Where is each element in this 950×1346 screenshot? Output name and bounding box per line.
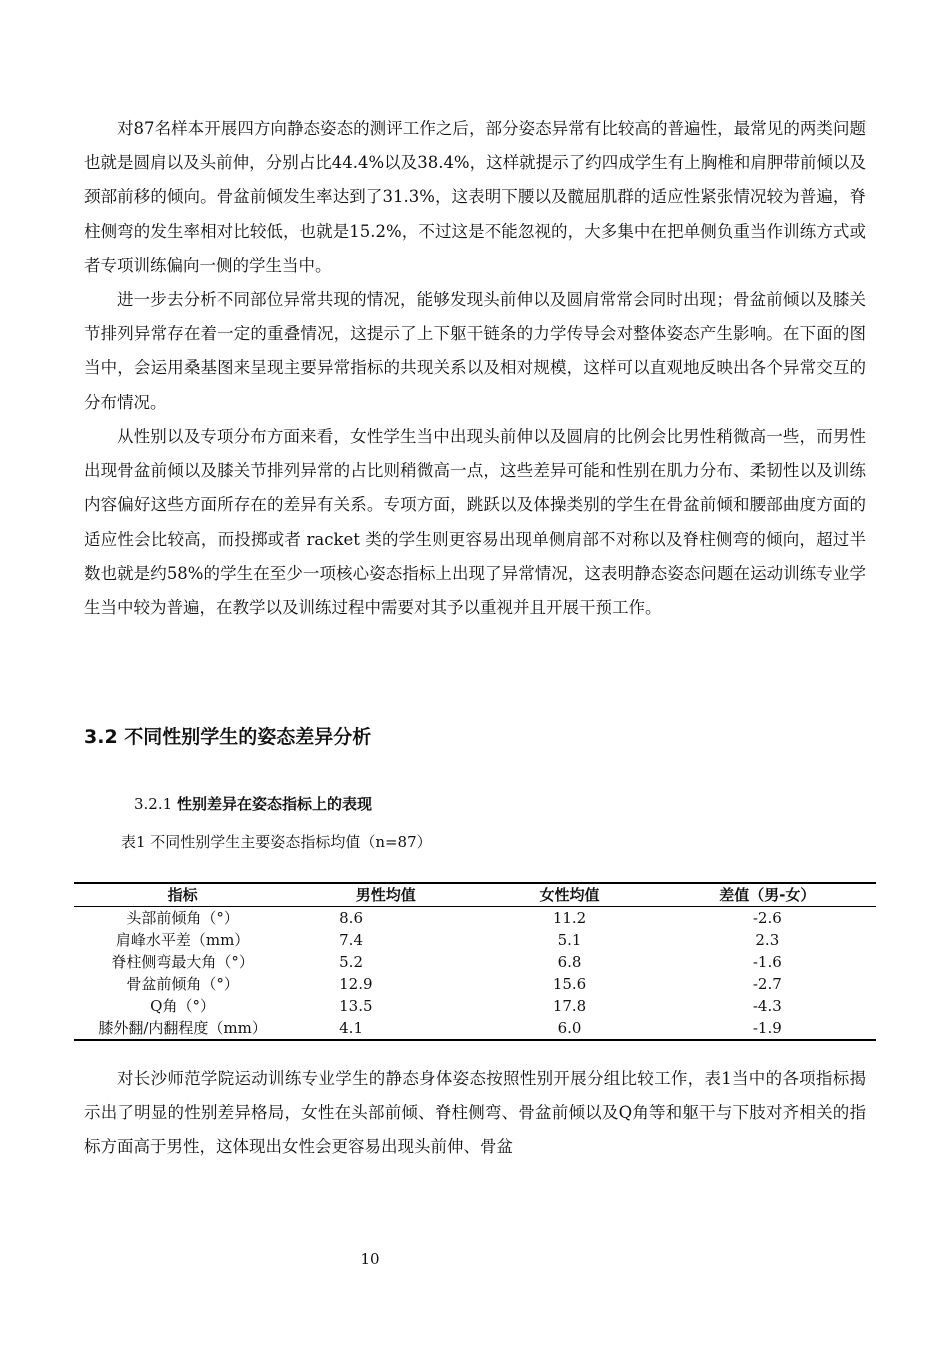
subsection-heading-3-2-1 <box>134 793 372 814</box>
cell-female: 6.8 <box>557 953 582 971</box>
body-paragraph-1: 对87名样本开展四方向静态姿态的测评工作之后，部分姿态异常有比较高的普遍性，最常见的两类问题也就是圆肩以及头前伸，分别占比44.4%以及38.4%，这样就提示了约四成学生有上胸椎和肩胛带前倾以及颈部前移的倾向。骨盆前倾发生率达到了31.3%，这表明下腰以及髋屈肌群的适应性紧张情况较为普遍，脊柱侧弯的发生率相对比较低，也就是15.2%，不过这是不能忽视的，大多集中在把单侧负重当作训练方式或者专项训练偏向一侧的学生当中。 <box>84 119 866 275</box>
subsection-title: 性别差异在姿态指标上的表现 <box>176 795 372 813</box>
table-row <box>74 951 876 973</box>
cell-male: 5.2 <box>339 953 363 971</box>
cell-male: 13.5 <box>339 997 373 1015</box>
subsection-number: 3.2.1 <box>134 795 173 813</box>
cell-female: 17.8 <box>552 997 587 1015</box>
table-row <box>74 973 876 995</box>
page-number: 10 <box>360 1250 380 1268</box>
cell-diff: -1.6 <box>752 953 782 971</box>
cell-female: 5.1 <box>557 931 582 949</box>
body-paragraph-2: 进一步去分析不同部位异常共现的情况，能够发现头前伸以及圆肩常常会同时出现；骨盆前倾以及膝关节排列异常存在着一定的重叠情况，这提示了上下躯干链条的力学传导会对整体姿态产生影响。在下面的图当中，会运用桑基图来呈现主要异常指标的共现关系以及相对规模，这样可以直观地反映出各个异常交互的分布情况。 <box>84 290 866 412</box>
table-row <box>74 907 876 930</box>
cell-indicator: 头部前倾角（°） <box>126 909 239 927</box>
header-difference: 差值（男-女） <box>719 886 816 904</box>
cell-indicator: 膝外翻/内翻程度（mm） <box>98 1019 267 1037</box>
cell-diff: -4.3 <box>752 997 782 1015</box>
cell-diff: -2.6 <box>752 909 782 927</box>
cell-male: 8.6 <box>339 909 363 927</box>
cell-diff: 2.3 <box>755 931 780 949</box>
posture-table <box>74 882 876 1041</box>
cell-diff: -1.9 <box>752 1019 782 1037</box>
cell-male: 7.4 <box>339 931 363 949</box>
header-male-mean: 男性均值 <box>355 886 416 904</box>
body-paragraph-3: 从性别以及专项分布方面来看，女性学生当中出现头前伸以及圆肩的比例会比男性稍微高一些，而男性出现骨盆前倾以及膝关节排列异常的占比则稍微高一点，这些差异可能和性别在肌力分布、柔韧性以及训练内容偏好这些方面所存在的差异有关系。专项方面，跳跃以及体操类别的学生在骨盆前倾和腰部曲度方面的适应性会比较高，而投掷或者 racket 类的学生则更容易出现单侧肩部不对称以及脊柱侧弯的倾向，超过半数也就是约58%的学生在至少一项核心姿态指标上出现了异常情况，这表明静态姿态问题在运动训练专业学生当中较为普遍，在教学以及训练过程中需要对其予以重视并且开展干预工作。 <box>84 427 866 618</box>
table-caption: 表1 不同性别学生主要姿态指标均值（n=87） <box>121 833 432 851</box>
cell-male: 12.9 <box>339 975 373 993</box>
cell-female: 11.2 <box>552 909 587 927</box>
header-indicator: 指标 <box>167 886 198 904</box>
cell-indicator: 骨盆前倾角（°） <box>126 975 239 993</box>
cell-indicator: 肩峰水平差（mm） <box>115 931 250 949</box>
cell-female: 15.6 <box>552 975 587 993</box>
section-heading-3-2: 3.2 不同性别学生的姿态差异分析 <box>84 726 372 748</box>
table-row <box>74 995 876 1017</box>
cell-female: 6.0 <box>557 1019 582 1037</box>
cell-indicator: 脊柱侧弯最大角（°） <box>111 953 254 971</box>
table-header-row <box>74 883 876 907</box>
cell-diff: -2.7 <box>752 975 782 993</box>
body-paragraph-4: 对长沙师范学院运动训练专业学生的静态身体姿态按照性别开展分组比较工作，表1当中的各项指标揭示出了明显的性别差异格局，女性在头部前倾、脊柱侧弯、骨盆前倾以及Q角等和躯干与下肢对齐相关的指标方面高于男性，这体现出女性会更容易出现头前伸、骨盆 <box>84 1069 866 1157</box>
cell-male: 4.1 <box>339 1019 363 1037</box>
table-row <box>74 1017 876 1040</box>
cell-indicator: Q角（°） <box>150 997 215 1015</box>
table-row <box>74 929 876 951</box>
header-female-mean: 女性均值 <box>539 886 600 904</box>
